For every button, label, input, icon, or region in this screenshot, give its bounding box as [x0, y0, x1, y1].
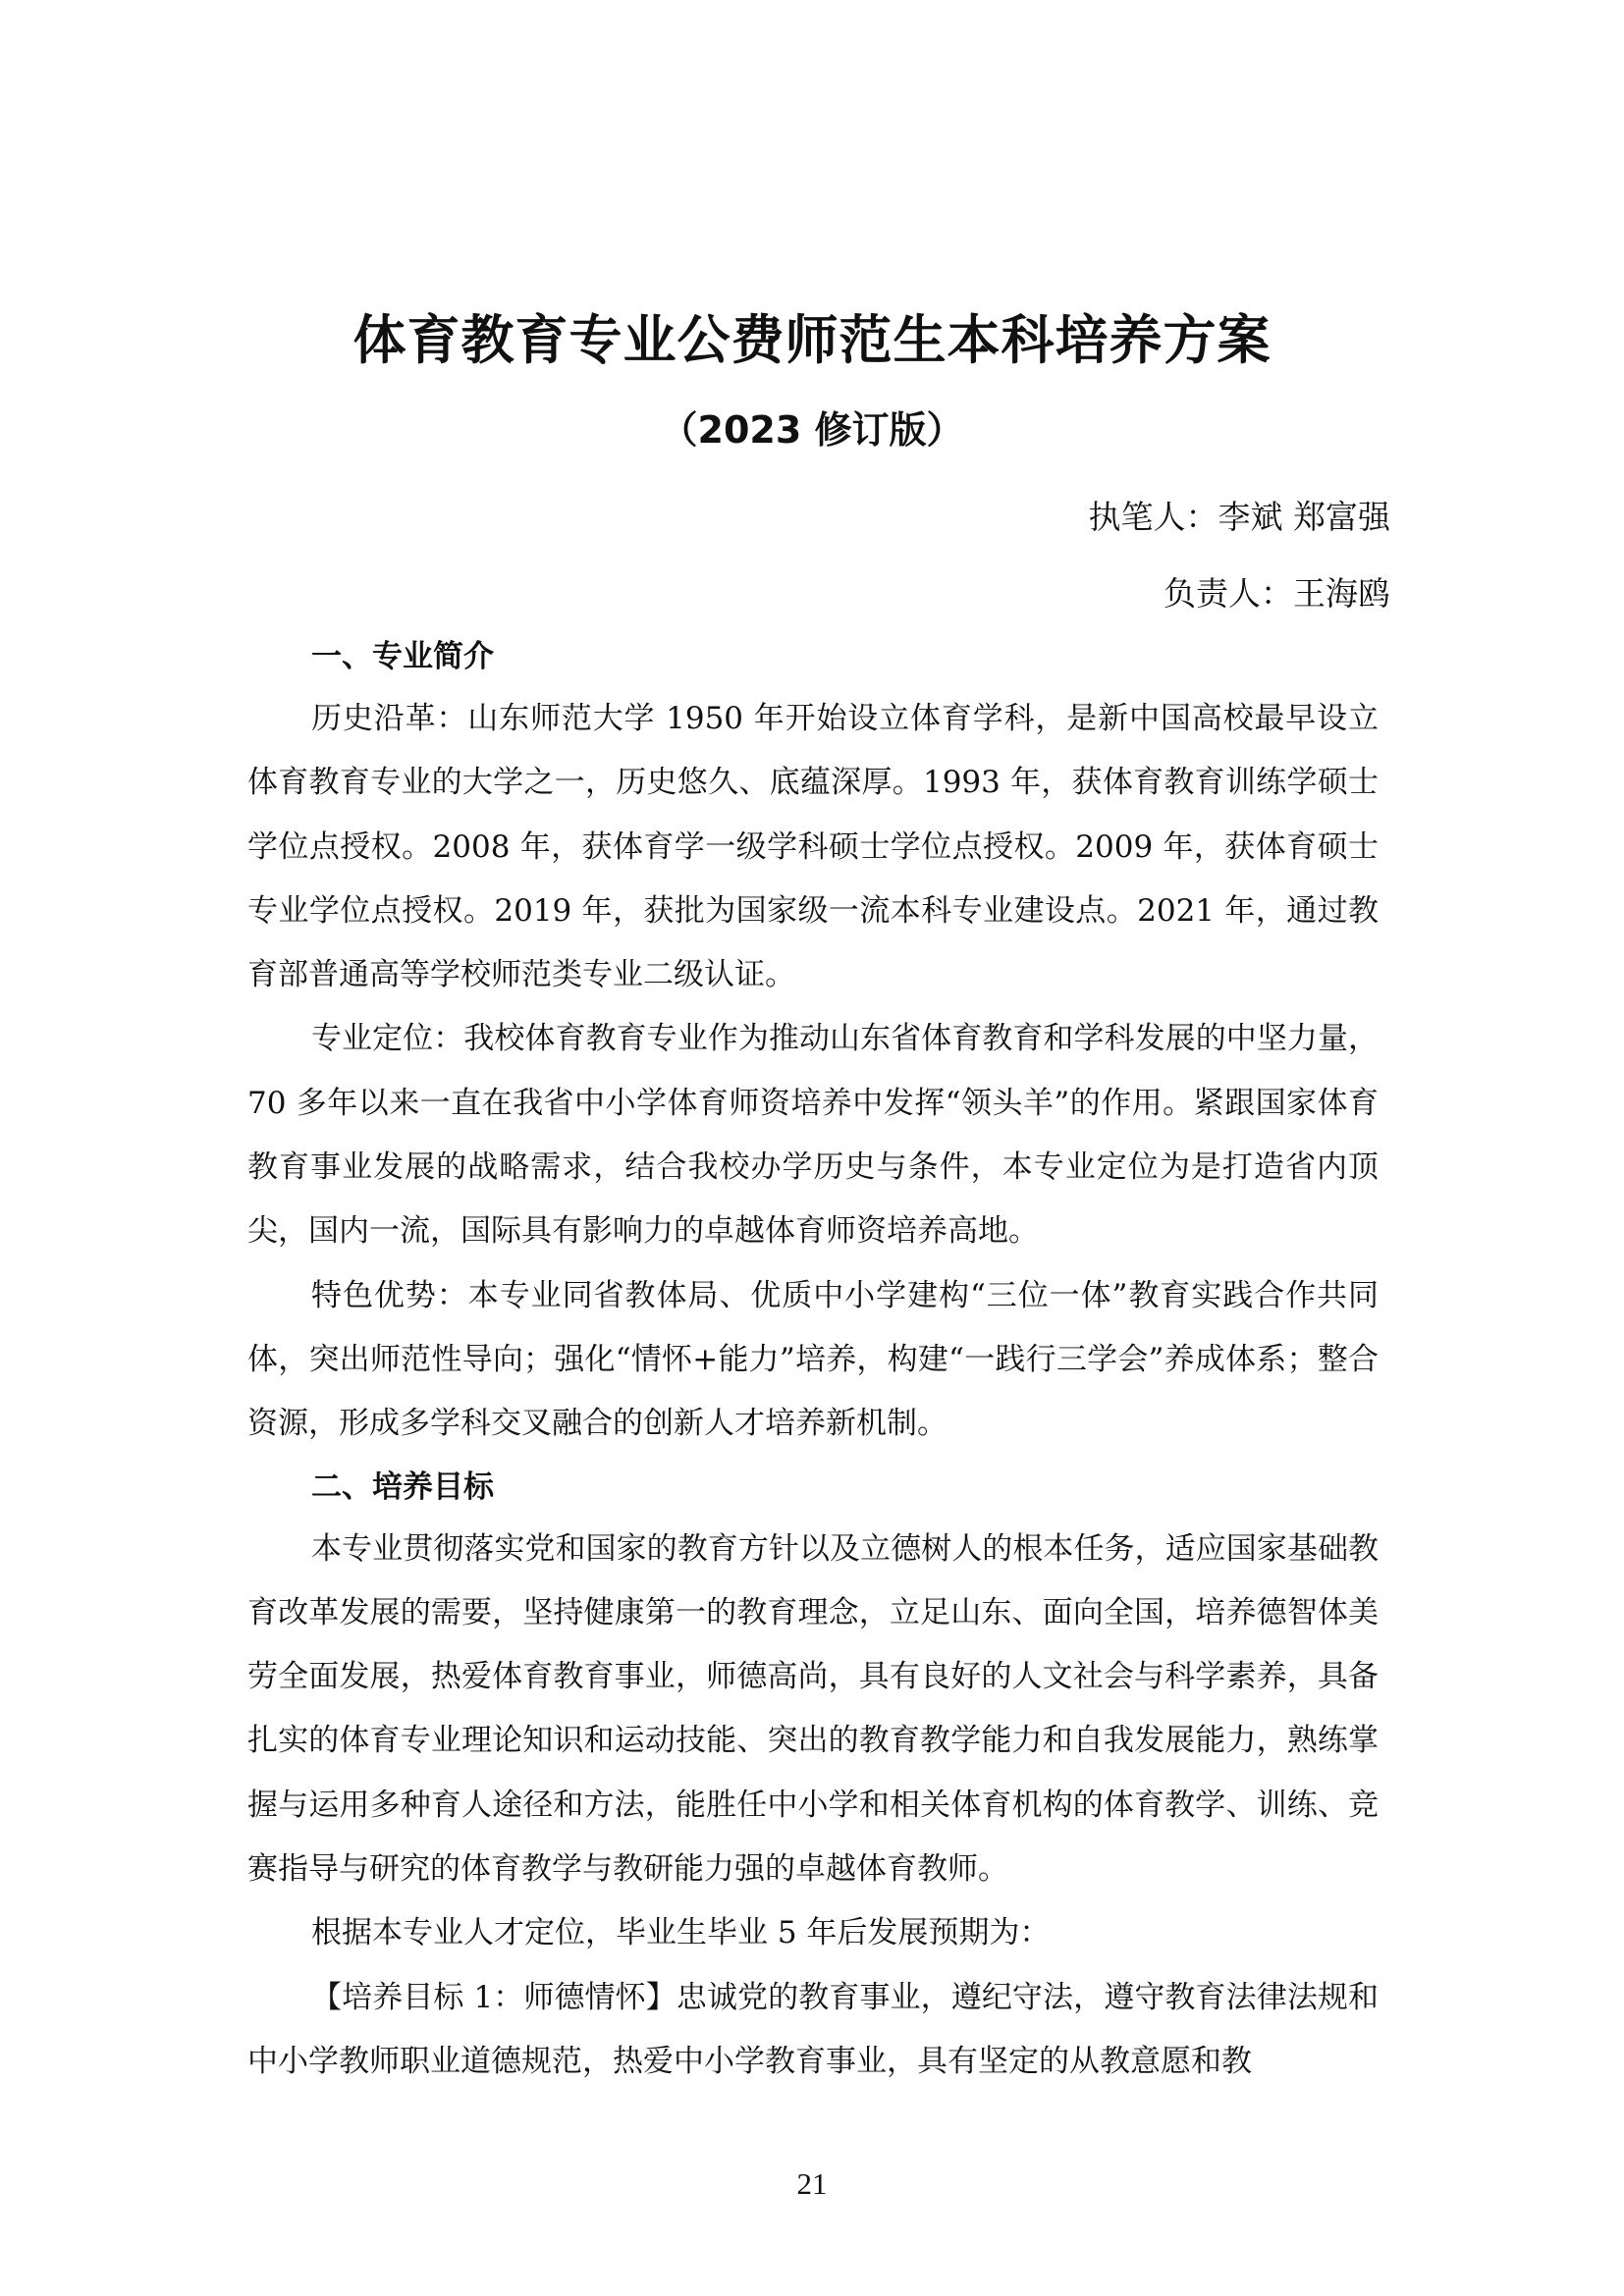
- goal-1-label: 【培养目标 1：师德情怀】: [311, 1979, 677, 2015]
- goal-1-text: 忠诚党的教育事业，遵纪守法，遵守教育法律法规和中小学教师职业道德规范，热爱中小学教育事业，具有坚定的从教意愿和教: [247, 1979, 1380, 2079]
- responsible-line: 负责人：王海鸥: [1164, 574, 1390, 613]
- paragraph-graduate-expectation: 根据本专业人才定位，毕业生毕业 5 年后发展预期为：: [311, 1915, 1051, 1951]
- writers-line: 执笔人：李斌 郑富强: [1088, 498, 1390, 536]
- section-heading-intro: 一、专业简介: [311, 639, 494, 674]
- document-body: [247, 626, 1379, 2094]
- section-heading-goals: 二、培养目标: [311, 1468, 494, 1505]
- paragraph-positioning: 专业定位：我校体育教育专业作为推动山东省体育教育和学科发展的中坚力量，70 多年以来一直在我省中小学体育师资培养中发挥“领头羊”的作用。紧跟国家体育教育事业发展的战略需求，结合我校办学历史与条件，本专业定位为是打造省内顶尖，国内一流，国际具有影响力的卓越体育师资培养高地。: [247, 1021, 1379, 1250]
- document-title: 体育教育专业公费师范生本科培养方案: [352, 309, 1272, 371]
- paragraph-advantages: 特色优势：本专业同省教体局、优质中小学建构“三位一体”教育实践合作共同体，突出师范性导向；强化“情怀+能力”培养，构建“一践行三学会”养成体系；整合资源，形成多学科交叉融合的创新人才培养新机制。: [247, 1277, 1379, 1442]
- paragraph-history: 历史沿革：山东师范大学 1950 年开始设立体育学科，是新中国高校最早设立体育教育专业的大学之一，历史悠久、底蕴深厚。1993 年，获体育教育训练学硕士学位点授权。2008 年，获体育学一级学科硕士学位点授权。2009 年，获体育硕士专业学位点授权。2019 年，获批为国家级一流本科专业建设点。2021 年，通过教育部普通高等学校师范类专业二级认证。: [247, 701, 1379, 993]
- paragraph-goals-overview: 本专业贯彻落实党和国家的教育方针以及立德树人的根本任务，适应国家基础教育改革发展的需要，坚持健康第一的教育理念，立足山东、面向全国，培养德智体美劳全面发展，热爱体育教育事业，师德高尚，具有良好的人文社会与科学素养，具备扎实的体育专业理论知识和运动技能、突出的教育教学能力和自我发展能力，熟练掌握与运用多种育人途径和方法，能胜任中小学和相关体育机构的体育教学、训练、竞赛指导与研究的体育教学与教研能力强的卓越体育教师。: [247, 1530, 1379, 1888]
- paragraph-goal-1: [247, 1966, 1379, 2095]
- page-number: 21: [796, 2166, 828, 2201]
- document-subtitle: （2023 修订版）: [660, 408, 964, 452]
